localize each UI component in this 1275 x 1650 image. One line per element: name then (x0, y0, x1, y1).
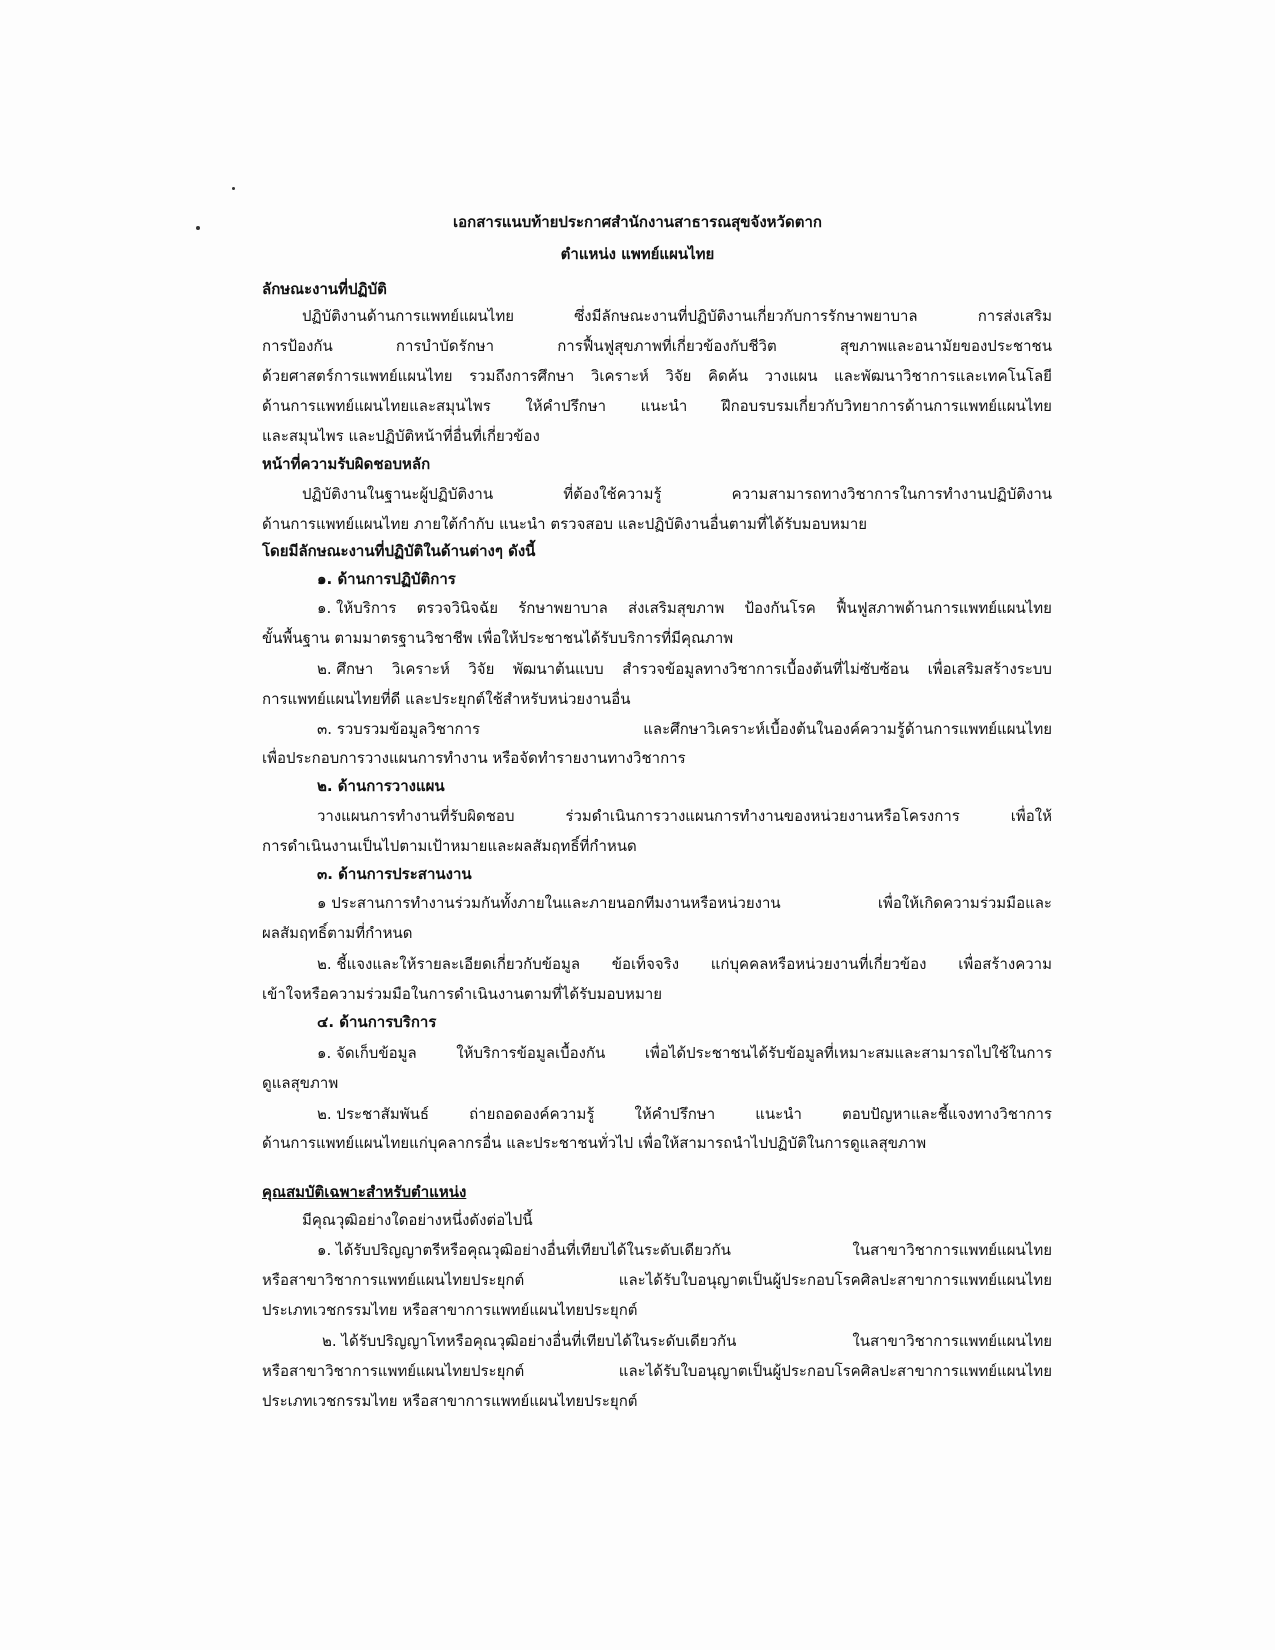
text-segment: การส่งเสริม (977, 307, 1052, 325)
paragraph-line (317, 658, 1052, 680)
text-segment: วิเคราะห์ (391, 660, 450, 678)
text-segment: ซึ่งมีลักษณะงานที่ปฏิบัติงานเกี่ยวกับการรักษาพยาบาล (574, 307, 918, 325)
text-segment: และศึกษาวิเคราะห์เบื้องต้นในองค์ความรู้ด้านการแพทย์แผนไทย (643, 720, 1052, 738)
paragraph-line: เข้าใจหรือความร่วมมือในการดำเนินงานตามที่ได้รับมอบหมาย (262, 985, 663, 1003)
paragraph-line (262, 395, 1052, 417)
paragraph-line: ประเภทเวชกรรมไทย หรือสาขาการแพทย์แผนไทยประยุกต์ (262, 1392, 638, 1410)
paragraph-line: การดำเนินงานเป็นไปตามเป้าหมายและผลสัมฤทธิ์ที่กำหนด (262, 837, 637, 855)
text-segment: หรือสาขาวิชาการแพทย์แผนไทยประยุกต์ (262, 1271, 525, 1289)
text-segment: และได้รับใบอนุญาตเป็นผู้ประกอบโรคศิลปะสาขาการแพทย์แผนไทย (618, 1362, 1052, 1380)
paragraph-line: เพื่อประกอบการวางแผนการทำงาน หรือจัดทำรายงานทางวิชาการ (262, 749, 686, 767)
paragraph-line (317, 1042, 1052, 1064)
text-segment: รักษาพยาบาล (518, 599, 608, 617)
text-segment: แนะนำ (640, 397, 688, 415)
paragraph-line: ขั้นพื้นฐาน ตามมาตรฐานวิชาชีพ เพื่อให้ประชาชนได้รับบริการที่มีคุณภาพ (262, 629, 734, 647)
text-segment: สำรวจข้อมูลทางวิชาการเบื้องต้นที่ไม่ซับซ้อน (622, 660, 910, 678)
text-segment: ปฏิบัติงานด้านการแพทย์แผนไทย (302, 307, 514, 325)
paragraph-line: มีคุณวุฒิอย่างใดอย่างหนึ่งดังต่อไปนี้ (302, 1211, 533, 1229)
text-segment: ในสาขาวิชาการแพทย์แผนไทย (852, 1332, 1052, 1350)
paragraph-line: การแพทย์แผนไทยที่ดี และประยุกต์ใช้สำหรับหน่วยงานอื่น (262, 690, 631, 708)
paragraph-line (262, 1360, 1052, 1382)
text-segment: ตรวจวินิจฉัย (416, 599, 499, 617)
section-heading-areas: โดยมีลักษณะงานที่ปฏิบัติในด้านต่างๆ ดังนี้ (262, 542, 536, 560)
text-segment: เพื่อสร้างความ (958, 955, 1052, 973)
document-title: เอกสารแนบท้ายประกาศสำนักงานสาธารณสุขจังหวัดตาก (453, 213, 822, 231)
paragraph-line: และสมุนไพร และปฏิบัติหน้าที่อื่นที่เกี่ยวข้อง (262, 427, 540, 445)
text-segment: ด้านการแพทย์แผนไทยและสมุนไพร (262, 397, 491, 415)
text-segment: ๒. ศึกษา (317, 660, 374, 678)
text-segment: ข้อเท็จจริง (611, 955, 680, 973)
paragraph-line (317, 805, 1052, 827)
paragraph-line (322, 1330, 1052, 1352)
paragraph-line (317, 953, 1052, 975)
text-segment: ที่ต้องใช้ความรู้ (563, 485, 662, 503)
text-segment: ๓. รวบรวมข้อมูลวิชาการ (317, 720, 481, 738)
scan-speck (232, 187, 235, 190)
text-segment: เพื่อเสริมสร้างระบบ (927, 660, 1052, 678)
paragraph-line: ดูแลสุขภาพ (262, 1074, 339, 1092)
text-segment: ถ่ายถอดองค์ความรู้ (469, 1105, 595, 1123)
text-segment: ตอบปัญหาและชี้แจงทางวิชาการ (841, 1105, 1052, 1123)
text-segment: วิจัย (468, 660, 495, 678)
text-segment: หรือสาขาวิชาการแพทย์แผนไทยประยุกต์ (262, 1362, 525, 1380)
text-segment: ๒. ได้รับปริญญาโทหรือคุณวุฒิอย่างอื่นที่เทียบได้ในระดับเดียวกัน (322, 1332, 737, 1350)
text-segment: ปฏิบัติงานในฐานะผู้ปฏิบัติงาน (302, 485, 494, 503)
text-segment: พัฒนาต้นแบบ (512, 660, 604, 678)
paragraph-line: ประเภทเวชกรรมไทย หรือสาขาการแพทย์แผนไทยประยุกต์ (262, 1301, 638, 1319)
text-segment: และพัฒนาวิชาการและเทคโนโลยี (834, 367, 1052, 385)
text-segment: ๑. จัดเก็บข้อมูล (317, 1044, 417, 1062)
section-heading-main-duties: หน้าที่ความรับผิดชอบหลัก (262, 455, 431, 473)
text-segment: เพื่อให้เกิดความร่วมมือและ (877, 894, 1052, 912)
text-segment: ให้คำปรึกษา (634, 1105, 716, 1123)
text-segment: ป้องกันโรค (744, 599, 816, 617)
text-segment: ให้คำปรึกษา (525, 397, 607, 415)
text-segment: ส่งเสริมสุขภาพ (628, 599, 725, 617)
text-segment: รวมถึงการศึกษา (469, 367, 575, 385)
text-segment: การป้องกัน (262, 337, 333, 355)
paragraph-line (262, 365, 1052, 387)
text-segment: ๑ ประสานการทำงานร่วมกันทั้งภายในและภายนอกทีมงานหรือหน่วยงาน (317, 894, 781, 912)
text-segment: การฟื้นฟูสุขภาพที่เกี่ยวข้องกับชีวิต (557, 337, 777, 355)
paragraph-line (317, 1103, 1052, 1125)
paragraph-line (302, 483, 1052, 505)
text-segment: วางแผน (764, 367, 818, 385)
subsection-heading: ๔. ด้านการบริการ (317, 1013, 437, 1031)
text-segment: ให้บริการข้อมูลเบื้องกัน (456, 1044, 606, 1062)
text-segment: ๑. ได้รับปริญญาตรีหรือคุณวุฒิอย่างอื่นที่เทียบได้ในระดับเดียวกัน (317, 1241, 731, 1259)
text-segment: ฟื้นฟูสภาพด้านการแพทย์แผนไทย (835, 599, 1052, 617)
text-segment: ฝึกอบรบรมเกี่ยวกับวิทยาการด้านการแพทย์แผนไทย (721, 397, 1052, 415)
text-segment: วิเคราะห์ (590, 367, 649, 385)
text-segment: แก่บุคคลหรือหน่วยงานที่เกี่ยวข้อง (710, 955, 927, 973)
text-segment: วิจัย (665, 367, 692, 385)
text-segment: ๒. ชี้แจงและให้รายละเอียดเกี่ยวกับข้อมูล (317, 955, 581, 973)
section-heading-job-nature: ลักษณะงานที่ปฏิบัติ (262, 280, 387, 298)
paragraph-line (262, 1269, 1052, 1291)
text-segment: ร่วมดำเนินการวางแผนการทำงานของหน่วยงานหรือโครงการ (565, 807, 960, 825)
subsection-heading: ๓. ด้านการประสานงาน (317, 865, 472, 883)
subsection-heading: ๑. ด้านการปฏิบัติการ (317, 570, 456, 588)
text-segment: ด้วยศาสตร์การแพทย์แผนไทย (262, 367, 453, 385)
text-segment: ความสามารถทางวิชาการในการทำงานปฏิบัติงาน (731, 485, 1052, 503)
text-segment: และได้รับใบอนุญาตเป็นผู้ประกอบโรคศิลปะสาขาการแพทย์แผนไทย (618, 1271, 1052, 1289)
paragraph-line (317, 597, 1052, 619)
text-segment: เพื่อให้ (1010, 807, 1052, 825)
text-segment: ในสาขาวิชาการแพทย์แผนไทย (852, 1241, 1052, 1259)
text-segment: ๑. ให้บริการ (317, 599, 397, 617)
paragraph-line (302, 305, 1052, 327)
section-heading-qualifications: คุณสมบัติเฉพาะสำหรับตำแหน่ง (262, 1183, 467, 1201)
paragraph-line (317, 1239, 1052, 1261)
text-segment: แนะนำ (755, 1105, 802, 1123)
position-title: ตำแหน่ง แพทย์แผนไทย (560, 245, 715, 263)
paragraph-line (262, 335, 1052, 357)
subsection-heading: ๒. ด้านการวางแผน (317, 777, 445, 795)
text-segment: การบำบัดรักษา (395, 337, 495, 355)
text-segment: เพื่อได้ประชาชนได้รับข้อมูลที่เหมาะสมและสามารถไปใช้ในการ (644, 1044, 1052, 1062)
paragraph-line: ผลสัมฤทธิ์ตามที่กำหนด (262, 924, 413, 942)
paragraph-line (317, 718, 1052, 740)
text-segment: คิดค้น (707, 367, 749, 385)
paragraph-line: ด้านการแพทย์แผนไทย ภายใต้กำกับ แนะนำ ตรวจสอบ และปฏิบัติงานอื่นตามที่ได้รับมอบหมาย (262, 515, 868, 533)
text-segment: วางแผนการทำงานที่รับผิดชอบ (317, 807, 515, 825)
paragraph-line: ด้านการแพทย์แผนไทยแก่บุคลากรอื่น และประชาชนทั่วไป เพื่อให้สามารถนำไปปฏิบัติในการดูแลสุขภาพ (262, 1134, 927, 1152)
text-segment: สุขภาพและอนามัยของประชาชน (839, 337, 1052, 355)
paragraph-line (317, 892, 1052, 914)
text-segment: ๒. ประชาสัมพันธ์ (317, 1105, 430, 1123)
